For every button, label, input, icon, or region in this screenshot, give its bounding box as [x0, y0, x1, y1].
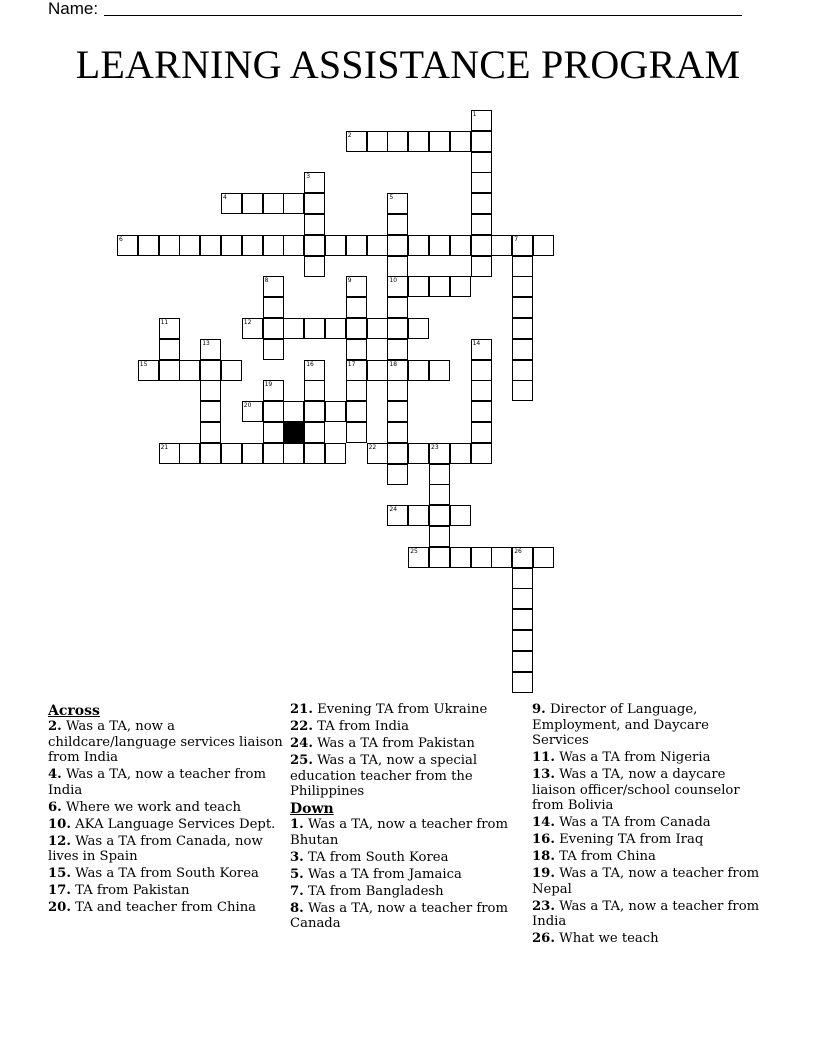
grid-cell[interactable] [263, 235, 284, 256]
clue-number: 14. [532, 815, 555, 830]
clue-text: What we teach [554, 931, 659, 946]
grid-cell[interactable] [304, 214, 325, 235]
clue-number: 7. [290, 883, 304, 899]
clue-item [532, 815, 767, 831]
clue-number: 21. [290, 702, 313, 717]
clue-text: Was a TA from Canada, now lives in Spain [48, 833, 263, 864]
grid-cell[interactable] [512, 568, 533, 589]
down-clue-list-continued [532, 702, 767, 947]
clue-number-24: 24 [389, 506, 398, 514]
clue-number: 2. [48, 719, 62, 734]
down-clue-list [290, 817, 525, 932]
grid-cell[interactable] [346, 401, 367, 422]
clue-text: Was a TA, now a special education teacher from the Philippines [290, 753, 478, 799]
grid-cell[interactable] [346, 235, 367, 256]
clue-text: Was a TA, now a daycare liaison officer/school counselor from Bolivia [532, 767, 740, 813]
grid-cell[interactable] [387, 339, 408, 360]
grid-cell[interactable] [429, 484, 450, 505]
clue-item [532, 931, 767, 947]
grid-cell[interactable] [325, 401, 346, 422]
grid-cell[interactable] [346, 297, 367, 318]
clue-number-23: 23 [431, 443, 439, 451]
clue-item [532, 767, 767, 814]
grid-cell[interactable] [263, 401, 284, 422]
clue-number-12: 12 [243, 319, 252, 326]
clue-text: Was a TA from South Korea [70, 866, 259, 881]
clue-number: 6. [48, 799, 62, 815]
grid-cell[interactable] [387, 380, 408, 401]
grid-cell[interactable] [138, 235, 159, 256]
clue-number-2: 2 [347, 131, 352, 139]
clue-item [48, 866, 283, 882]
grid-cell[interactable] [429, 235, 450, 256]
clue-item [532, 702, 767, 749]
grid-cell[interactable] [512, 276, 533, 297]
grid-cell[interactable] [200, 443, 221, 464]
grid-cell[interactable] [512, 297, 533, 318]
grid-cell[interactable] [512, 609, 533, 630]
clue-number-13: 13 [202, 339, 210, 347]
clue-number: 9. [532, 702, 546, 717]
name-label: Name: [48, 0, 99, 18]
clue-number: 26. [532, 931, 555, 946]
grid-cell[interactable] [242, 193, 263, 214]
grid-cell[interactable] [263, 297, 284, 318]
clue-number: 12. [48, 833, 71, 849]
grid-cell[interactable] [346, 422, 367, 443]
grid-cell[interactable] [283, 318, 304, 339]
grid-cell[interactable] [387, 464, 408, 485]
grid-cell[interactable] [408, 276, 429, 297]
grid-cell[interactable] [325, 443, 346, 464]
grid-cell[interactable] [471, 256, 492, 277]
clue-number: 20. [48, 900, 71, 915]
clue-item [290, 753, 525, 800]
grid-cell[interactable] [512, 360, 533, 381]
grid-cell[interactable] [159, 360, 180, 381]
clue-number-26: 26 [514, 547, 522, 555]
grid-cell[interactable] [263, 443, 284, 464]
grid-cell[interactable] [471, 214, 492, 235]
grid-cell[interactable] [450, 443, 471, 464]
clue-number: 25. [290, 753, 313, 768]
clue-item [290, 736, 525, 752]
grid-cell[interactable] [283, 235, 304, 256]
grid-cell[interactable] [200, 235, 221, 256]
clue-number-9: 9 [347, 277, 352, 285]
clue-number-7: 7 [514, 235, 519, 243]
clue-number: 11. [532, 750, 555, 765]
clue-text: TA from Pakistan [70, 883, 190, 898]
black-cell [283, 422, 304, 443]
grid-cell[interactable] [325, 235, 346, 256]
clue-text: Was a TA from Nigeria [554, 750, 711, 765]
grid-cell[interactable] [429, 360, 450, 381]
clue-number-22: 22 [368, 443, 377, 451]
grid-cell[interactable] [304, 235, 325, 256]
grid-cell[interactable] [304, 443, 325, 464]
grid-cell[interactable] [387, 401, 408, 422]
grid-cell[interactable] [429, 131, 450, 152]
clue-number: 16. [532, 832, 555, 847]
clue-number-3: 3 [306, 173, 311, 181]
grid-cell[interactable] [533, 547, 554, 568]
clue-number-18: 18 [389, 360, 398, 368]
clue-item [48, 883, 283, 899]
grid-cell[interactable] [429, 505, 450, 526]
page-title: LEARNING ASSISTANCE PROGRAM [75, 42, 741, 87]
grid-cell[interactable] [179, 360, 200, 381]
clue-number-6: 6 [119, 235, 123, 243]
grid-cell[interactable] [159, 235, 180, 256]
grid-cell[interactable] [346, 339, 367, 360]
grid-cell[interactable] [429, 464, 450, 485]
across-clue-list [48, 719, 283, 916]
grid-cell[interactable] [450, 235, 471, 256]
clue-item [532, 750, 767, 766]
grid-cell[interactable] [450, 505, 471, 526]
grid-cell[interactable] [179, 235, 200, 256]
clue-text: Director of Language, Employment, and Daycare Services [532, 702, 709, 748]
clue-item [290, 884, 525, 900]
grid-cell[interactable] [387, 214, 408, 235]
grid-cell[interactable] [159, 339, 180, 360]
clue-text: Was a TA, now a teacher from Canada [290, 900, 508, 931]
grid-cell[interactable] [304, 422, 325, 443]
grid-cell[interactable] [471, 422, 492, 443]
grid-cell[interactable] [408, 360, 429, 381]
clue-number-15: 15 [139, 360, 148, 368]
down-heading: Down [290, 801, 334, 817]
clue-number: 24. [290, 736, 313, 751]
clue-item [290, 817, 525, 848]
clue-number: 5. [290, 866, 304, 882]
clue-number: 15. [48, 866, 71, 881]
grid-cell[interactable] [304, 401, 325, 422]
clue-text: Was a TA, now a teacher from Bhutan [290, 817, 508, 848]
grid-cell[interactable] [450, 131, 471, 152]
grid-cell[interactable] [304, 318, 325, 339]
clue-number: 22. [290, 719, 313, 734]
grid-cell[interactable] [283, 193, 304, 214]
clue-item [290, 901, 525, 932]
grid-cell[interactable] [533, 235, 554, 256]
clue-number: 19. [532, 866, 555, 881]
grid-cell[interactable] [283, 401, 304, 422]
clue-text: TA from South Korea [303, 849, 449, 865]
clue-number-4: 4 [223, 194, 227, 202]
grid-cell[interactable] [367, 131, 388, 152]
grid-cell[interactable] [450, 276, 471, 297]
clue-item [48, 834, 283, 865]
clue-number: 1. [290, 817, 304, 832]
clue-text: Was a TA from Pakistan [312, 736, 475, 751]
grid-cell[interactable] [408, 505, 429, 526]
clue-item [290, 719, 525, 735]
grid-cell[interactable] [491, 235, 512, 256]
clue-number: 4. [48, 767, 62, 782]
grid-cell[interactable] [387, 235, 408, 256]
grid-cell[interactable] [512, 588, 533, 609]
grid-cell[interactable] [179, 443, 200, 464]
clue-number-16: 16 [306, 360, 314, 368]
clue-text: Was a TA, now a teacher from Nepal [532, 866, 760, 897]
grid-cell[interactable] [387, 443, 408, 464]
clue-item [532, 849, 767, 865]
grid-cell[interactable] [471, 152, 492, 173]
grid-cell[interactable] [200, 380, 221, 401]
clue-number-14: 14 [472, 339, 481, 347]
clue-number-5: 5 [389, 194, 394, 202]
grid-cell[interactable] [367, 235, 388, 256]
clue-item [48, 800, 283, 816]
grid-cell[interactable] [263, 318, 284, 339]
clue-number-1: 1 [472, 111, 477, 118]
clues-column-1 [48, 703, 283, 917]
clue-number-17: 17 [347, 360, 356, 368]
grid-cell[interactable] [408, 318, 429, 339]
grid-cell[interactable] [387, 256, 408, 277]
grid-cell[interactable] [387, 131, 408, 152]
grid-cell[interactable] [429, 526, 450, 547]
grid-cell[interactable] [471, 172, 492, 193]
clue-number: 8. [290, 900, 304, 916]
clue-item [532, 899, 767, 930]
grid-cell[interactable] [387, 297, 408, 318]
clue-number: 13. [532, 767, 555, 782]
grid-cell[interactable] [450, 547, 471, 568]
grid-cell[interactable] [512, 339, 533, 360]
grid-cell[interactable] [491, 547, 512, 568]
grid-cell[interactable] [429, 547, 450, 568]
grid-cell[interactable] [221, 360, 242, 381]
clue-item [290, 850, 525, 866]
grid-cell[interactable] [471, 401, 492, 422]
grid-cell[interactable] [429, 276, 450, 297]
clue-text: TA from China [554, 849, 656, 864]
grid-cell[interactable] [408, 443, 429, 464]
grid-cell[interactable] [221, 443, 242, 464]
clue-text: Evening TA from Iraq [554, 832, 704, 847]
grid-cell[interactable] [512, 672, 533, 693]
grid-cell[interactable] [387, 422, 408, 443]
grid-cell[interactable] [304, 256, 325, 277]
clue-text: AKA Language Services Dept. [70, 816, 276, 832]
grid-cell[interactable] [242, 235, 263, 256]
clue-item [532, 832, 767, 848]
clue-text: TA and teacher from China [70, 900, 257, 915]
grid-cell[interactable] [346, 380, 367, 401]
grid-cell[interactable] [346, 318, 367, 339]
clues-column-2 [290, 702, 525, 933]
clue-item [48, 719, 283, 766]
grid-cell[interactable] [200, 401, 221, 422]
clue-item [532, 866, 767, 897]
across-clue-list-continued [290, 702, 525, 800]
clue-item [48, 817, 283, 833]
clue-number: 18. [532, 849, 555, 864]
grid-cell[interactable] [471, 235, 492, 256]
clue-item [290, 702, 525, 718]
clue-number-20: 20 [243, 402, 252, 410]
grid-cell[interactable] [263, 422, 284, 443]
clue-number: 3. [290, 849, 304, 865]
grid-cell[interactable] [263, 193, 284, 214]
grid-cell[interactable] [304, 380, 325, 401]
clue-number-10: 10 [389, 277, 398, 285]
grid-cell[interactable] [263, 339, 284, 360]
grid-cell[interactable] [512, 256, 533, 277]
grid-cell[interactable] [471, 131, 492, 152]
clue-number: 17. [48, 883, 71, 898]
clue-item [48, 900, 283, 916]
grid-cell[interactable] [200, 360, 221, 381]
clue-text: Was a TA, now a teacher from India [48, 767, 266, 798]
clue-number-11: 11 [160, 319, 169, 326]
grid-cell[interactable] [408, 131, 429, 152]
clue-number-25: 25 [410, 547, 418, 555]
grid-cell[interactable] [471, 360, 492, 381]
grid-cell[interactable] [512, 318, 533, 339]
grid-cell[interactable] [471, 193, 492, 214]
grid-cell[interactable] [242, 443, 263, 464]
clues-column-3 [532, 702, 767, 948]
clue-text: Was a TA, now a childcare/language services liaison from India [48, 719, 283, 765]
clue-text: Was a TA from Jamaica [303, 866, 462, 882]
grid-cell[interactable] [283, 443, 304, 464]
clue-number: 23. [532, 898, 555, 914]
grid-cell[interactable] [471, 443, 492, 464]
grid-cell[interactable] [408, 235, 429, 256]
clue-number-19: 19 [264, 381, 273, 389]
clue-item [290, 867, 525, 883]
grid-cell[interactable] [471, 380, 492, 401]
clue-text: Where we work and teach [61, 799, 241, 815]
grid-cell[interactable] [304, 193, 325, 214]
grid-cell[interactable] [200, 422, 221, 443]
grid-cell[interactable] [512, 651, 533, 672]
clue-item [48, 767, 283, 798]
clue-text: TA from India [312, 719, 409, 734]
grid-cell[interactable] [512, 630, 533, 651]
clue-number-21: 21 [160, 443, 169, 451]
grid-cell[interactable] [367, 360, 388, 381]
grid-cell[interactable] [367, 318, 388, 339]
clue-number: 10. [48, 816, 71, 832]
grid-cell[interactable] [471, 547, 492, 568]
grid-cell[interactable] [387, 318, 408, 339]
grid-cell[interactable] [325, 318, 346, 339]
clue-text: Was a TA, now a teacher from India [532, 898, 760, 929]
clue-text: Evening TA from Ukraine [312, 702, 488, 717]
clue-text: Was a TA from Canada [554, 815, 711, 830]
clue-text: TA from Bangladesh [303, 883, 444, 899]
grid-cell[interactable] [512, 380, 533, 401]
clue-number-8: 8 [264, 277, 269, 285]
across-heading: Across [48, 703, 100, 719]
grid-cell[interactable] [221, 235, 242, 256]
